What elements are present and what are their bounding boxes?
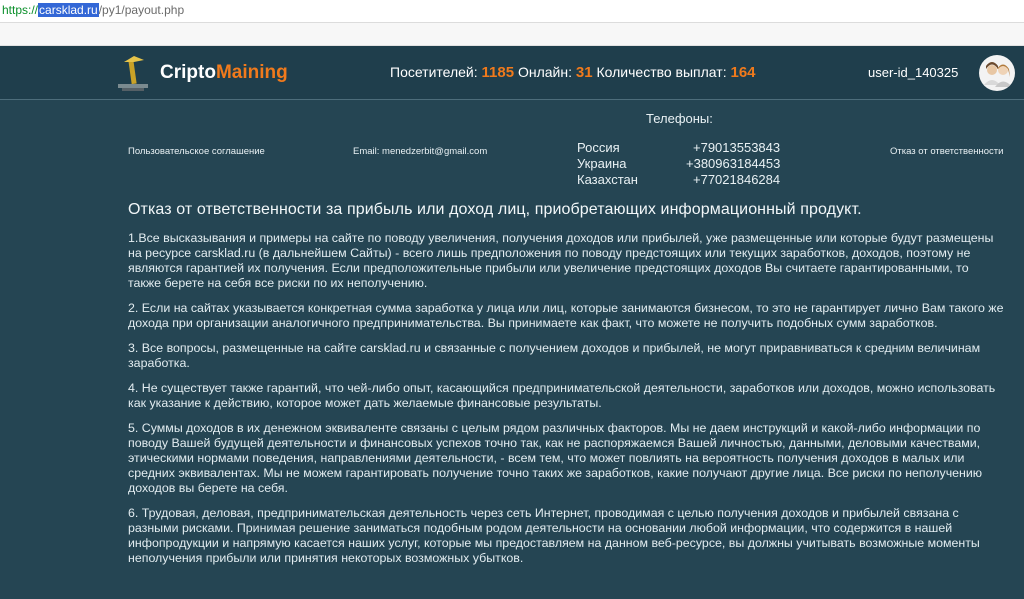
disclaimer-paragraph: 1.Все высказывания и примеры на сайте по поводу увеличения, получения доходов или прибылей, уже размещенные или которые будут размещены на ресурсе carsklad.ru (в дальнейшем Сайты) - всего лишь предположения по поводу предстоящих или текущих заработков, доходов, поэтому не являются гарантией их получения. Если предположительные прибыли или увеличение предстоящих доходов Вы считаете гарантированными, то также берете на себя все риски по их неполучению. bbox=[128, 231, 994, 290]
mining-pickaxe-logo-icon[interactable] bbox=[116, 54, 150, 92]
page-title: Отказ от ответственности за прибыль или доход лиц, приобретающих информационный продукт. bbox=[128, 201, 862, 218]
url-host: carsklad.ru bbox=[39, 3, 98, 17]
disclaimer-paragraph: 4. Не существует также гарантий, что чей-либо опыт, касающийся предпринимательской деятельности, заработков или доходов, можно использовать как указание к действию, которое может дать желаемые финансовые результаты. bbox=[128, 381, 996, 410]
phone-country: Россия bbox=[577, 140, 620, 155]
phone-country: Украина bbox=[577, 156, 627, 171]
user-agreement-link[interactable]: Пользовательское соглашение bbox=[128, 146, 265, 157]
phone-country: Казахстан bbox=[577, 172, 638, 187]
payouts-label: Количество выплат: bbox=[596, 64, 727, 80]
logo-text-part2: Maining bbox=[215, 62, 288, 83]
phone-number: +77021846284 bbox=[693, 172, 781, 187]
disclaimer-paragraph: 3. Все вопросы, размещенные на сайте carsklad.ru и связанные с получением доходов и прибылей, не могут приравниваться к средним величинам заработка. bbox=[128, 341, 981, 370]
disclaimer-content bbox=[128, 201, 1004, 576]
phone-number: +79013553843 bbox=[693, 140, 781, 155]
site-header bbox=[0, 46, 1024, 100]
online-label: Онлайн: bbox=[517, 64, 573, 80]
url-path: /py1/payout.php bbox=[98, 3, 185, 17]
address-bar[interactable] bbox=[0, 0, 1024, 23]
disclaimer-paragraph: 6. Трудовая, деловая, предпринимательская деятельность через сеть Интернет, проводимая с целью получения доходов и прибылей связана с разными рисками. Принимая решение заниматься подобным родом деятельности на основании любой информации, что содержится в нашей инфопродукции и напрямую касается наших услуг, которые мы предоставляем на данном веб-ресурсе, вы должны учитывать возможные моменты неполучения прибыли или принятия некоторых возможных убытков. bbox=[128, 506, 980, 565]
online-count: 31 bbox=[575, 64, 593, 81]
site-logo[interactable] bbox=[160, 62, 288, 84]
contact-email[interactable]: Email: menedzerbit@gmail.com bbox=[353, 146, 488, 157]
user-avatar[interactable] bbox=[979, 55, 1015, 91]
browser-toolbar-gap bbox=[0, 23, 1024, 46]
disclaimer-paragraph: 2. Если на сайтах указывается конкретная сумма заработка у лица или лиц, которые занимаются бизнесом, то это не гарантирует лично Вам такого же дохода при организации аналогичного предпринимательства. Вы принимаете как факт, что можете не получить подобных сумм заработков. bbox=[128, 301, 1004, 330]
user-id[interactable]: user-id_140325 bbox=[868, 65, 959, 80]
site-stats bbox=[390, 64, 756, 81]
contact-info bbox=[0, 100, 1024, 195]
disclaimer-link[interactable]: Отказ от ответственности bbox=[890, 146, 1004, 157]
payouts-count: 164 bbox=[730, 64, 756, 81]
visitors-label: Посетителей: bbox=[390, 64, 478, 80]
disclaimer-paragraph: 5. Суммы доходов в их денежном эквиваленте связаны с целым рядом различных факторов. Мы не даем инструкций и какой-либо информации по поводу Вашей будущей деятельности и финансовых успехов точно так, как не распоряжаемся Вашей личностью, данными, деловыми качествами, этическими нормами поведения, направлениями деятельности, - всем тем, что может повлиять на вероятность получения доходов в малых или средних эквивалентах. Мы не можем гарантировать получение точно таких же заработков, какие получают другие лица. Все риски по неполучению доходов вы берете на себя. bbox=[128, 421, 983, 495]
url-scheme: https:// bbox=[2, 3, 39, 17]
web-page bbox=[0, 46, 1024, 599]
visitors-count: 1185 bbox=[481, 64, 515, 81]
logo-text-part1: Cripto bbox=[160, 62, 216, 83]
phone-number: +380963184453 bbox=[686, 156, 781, 171]
phones-title: Телефоны: bbox=[646, 111, 713, 126]
